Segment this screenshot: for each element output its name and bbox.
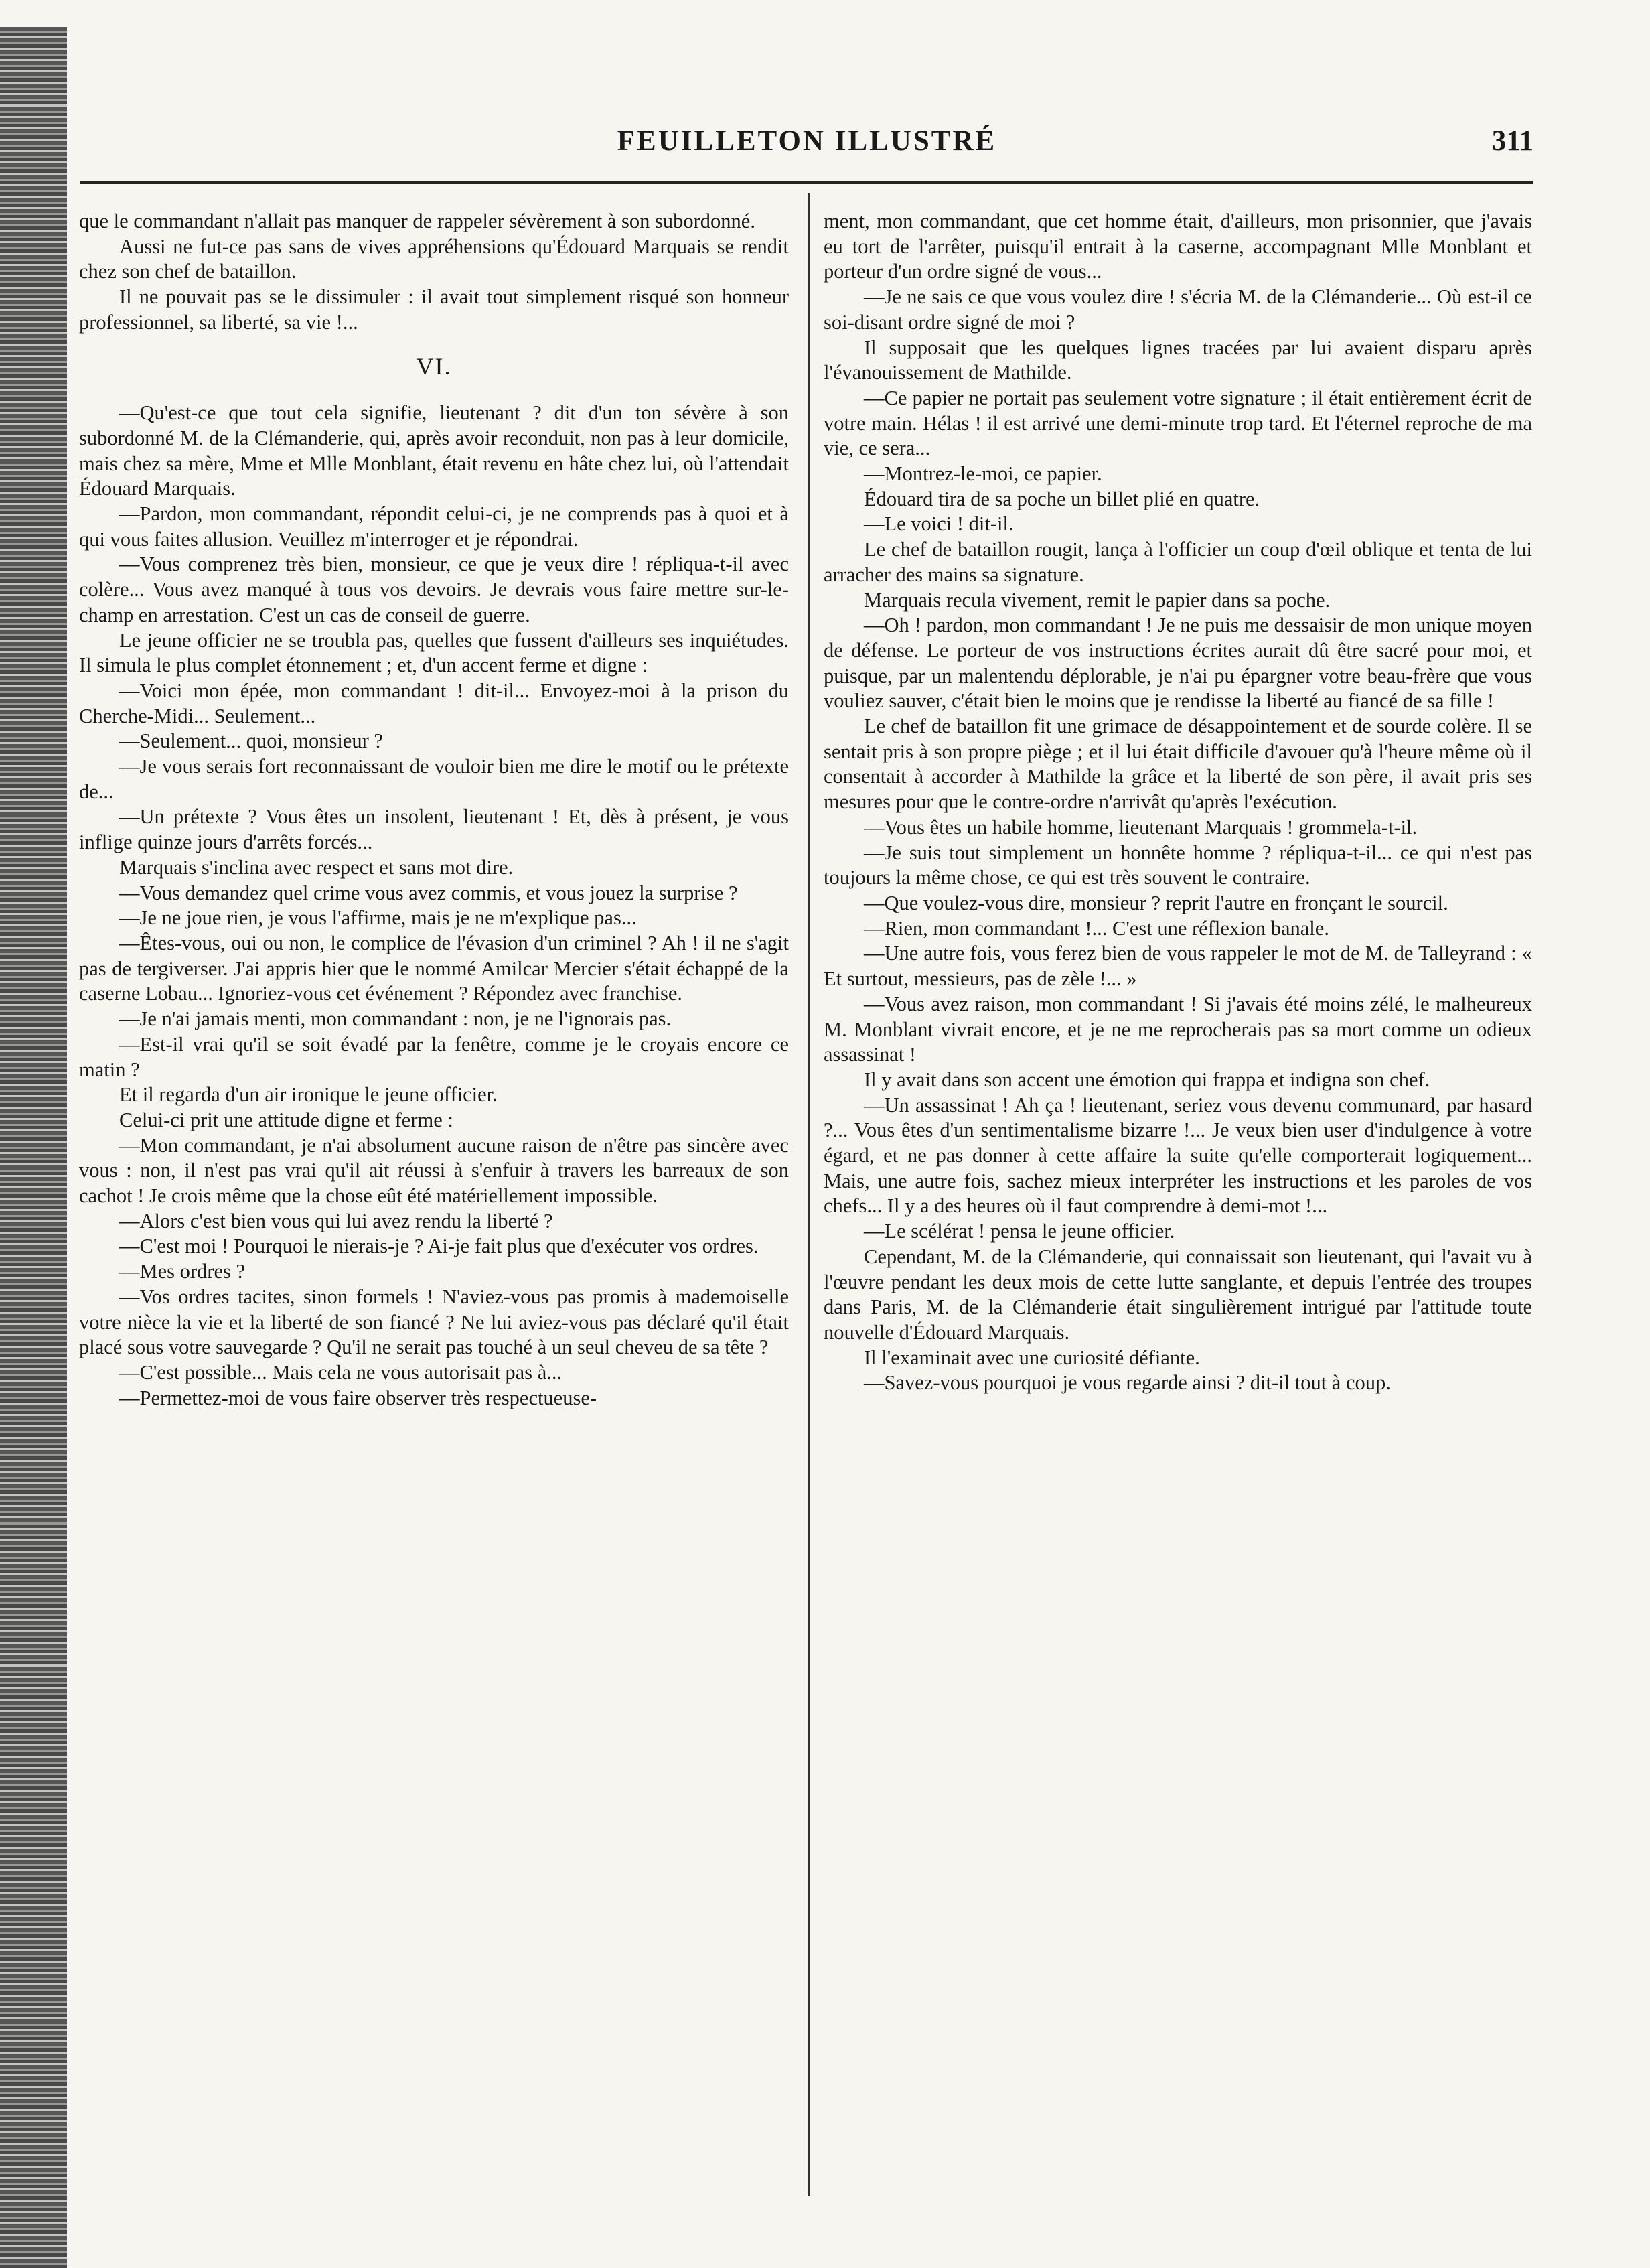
left-paragraphs-after-heading: [79, 401, 789, 1411]
paragraph: —Vous comprenez très bien, monsieur, ce que je veux dire ! répliqua-t-il avec colère... Vous avez manqué à tous vos devoirs. Je devrais vous faire mettre sur-le-champ en arrestation. C'est un cas de conseil de guerre.: [79, 553, 789, 626]
paragraph: Cependant, M. de la Clémanderie, qui connaissait son lieutenant, qui l'avait vu à l'œuvre pendant les deux mois de cette lutte sanglante, et depuis l'entrée des troupes dans Paris, M. de la Clémanderie était singulièrement intrigué par l'attitude toute nouvelle d'Édouard Marquais.: [824, 1245, 1532, 1344]
column-divider: [808, 193, 810, 2196]
paragraph: —Montrez-le-moi, ce papier.: [864, 462, 1102, 486]
paragraph: —Une autre fois, vous ferez bien de vous rappeler le mot de M. de Talleyrand : « Et surtout, messieurs, pas de zèle !... »: [824, 942, 1532, 991]
paragraph: Marquais s'inclina avec respect et sans mot dire.: [119, 855, 514, 879]
paragraph: —Que voulez-vous dire, monsieur ? reprit l'autre en fronçant le sourcil.: [864, 891, 1448, 914]
section-heading: VI.: [416, 352, 452, 380]
paragraph: Le jeune officier ne se troubla pas, quelles que fussent d'ailleurs ses inquiétudes. Il simula le plus complet étonnement ; et, d'un accent ferme et digne :: [79, 628, 789, 677]
paragraph: Il ne pouvait pas se le dissimuler : il avait tout simplement risqué son honneur professionnel, sa liberté, sa vie !...: [79, 285, 789, 334]
paragraph: —Le scélérat ! pensa le jeune officier.: [864, 1220, 1175, 1243]
paragraph: Il supposait que les quelques lignes tracées par lui avaient disparu après l'évanouissement de Mathilde.: [824, 336, 1532, 384]
paragraph: Et il regarda d'un air ironique le jeune officier.: [119, 1083, 498, 1107]
right-paragraphs: [824, 285, 1532, 1396]
paragraph: —Vous demandez quel crime vous avez commis, et vous jouez la surprise ?: [119, 881, 738, 904]
paragraph: —Le voici ! dit-il.: [864, 512, 1014, 536]
paragraph: Le chef de bataillon fit une grimace de désappointement et de sourde colère. Il se sentait pris à son propre piège ; et il lui était difficile d'avouer qu'à l'heure même où il consentait à accorder à Mathilde la grâce et la liberté de son père, il avait pris ses mesures pour que le contre-ordre n'arrivât qu'après l'exécution.: [824, 715, 1532, 814]
paragraph: Aussi ne fut-ce pas sans de vives appréhensions qu'Édouard Marquais se rendit chez son chef de bataillon.: [79, 234, 789, 283]
left-paragraphs-before-heading: [79, 209, 789, 336]
paragraph: —Vous êtes un habile homme, lieutenant Marquais ! grommela-t-il.: [864, 815, 1418, 839]
paragraph: —Permettez-moi de vous faire observer très respectueuse-: [119, 1386, 597, 1409]
paragraph: —Rien, mon commandant !... C'est une réflexion banale.: [864, 916, 1329, 940]
paragraph: Édouard tira de sa poche un billet plié en quatre.: [864, 487, 1260, 510]
paragraph: Celui-ci prit une attitude digne et ferme :: [119, 1108, 453, 1131]
scanned-binding-edge: [0, 27, 67, 2268]
paragraph: —C'est moi ! Pourquoi le nierais-je ? Ai-je fait plus que d'exécuter vos ordres.: [119, 1234, 759, 1258]
paragraph: —Savez-vous pourquoi je vous regarde ainsi ? dit-il tout à coup.: [864, 1371, 1391, 1395]
paragraph: —Je ne sais ce que vous voulez dire ! s'écria M. de la Clémanderie... Où est-il ce soi-disant ordre signé de moi ?: [824, 285, 1532, 334]
paragraph: —Vos ordres tacites, sinon formels ! N'aviez-vous pas promis à mademoiselle votre nièce la vie et la liberté de son fiancé ? Ne lui aviez-vous pas déclaré qu'il était placé sous votre sauvegarde ? Qu'il ne serait pas touché à un seul cheveu de sa tête ?: [79, 1285, 789, 1359]
paragraph: —Mes ordres ?: [119, 1260, 246, 1283]
paragraph: —Je ne joue rien, je vous l'affirme, mais je ne m'explique pas...: [119, 906, 637, 930]
paragraph: —Ce papier ne portait pas seulement votre signature ; il était entièrement écrit de votre main. Hélas ! il est arrivé une demi-minute trop tard. Et l'éternel reproche de ma vie, ce sera...: [824, 386, 1532, 460]
paragraph: Il l'examinait avec une curiosité défiante.: [864, 1346, 1200, 1369]
paragraph: —Seulement... quoi, monsieur ?: [119, 729, 383, 753]
paragraph: —Voici mon épée, mon commandant ! dit-il... Envoyez-moi à la prison du Cherche-Midi... Seulement...: [79, 679, 789, 727]
paragraph: Il y avait dans son accent une émotion qui frappa et indigna son chef.: [864, 1068, 1430, 1091]
right-column: [824, 209, 1532, 1396]
paragraph: —Mon commandant, je n'ai absolument aucune raison de n'être pas sincère avec vous : non, il n'est pas vrai qu'il ait réussi à s'enfuir à travers les barreaux de son cachot ! Je crois même que la chose eût été matériellement impossible.: [79, 1133, 789, 1208]
paragraph: —Est-il vrai qu'il se soit évadé par la fenêtre, comme je le croyais encore ce matin ?: [79, 1032, 789, 1081]
paragraph: —Pardon, mon commandant, répondit celui-ci, je ne comprends pas à quoi et à qui vous faites allusion. Veuillez m'interroger et je répondrai.: [79, 502, 789, 551]
paragraph: que le commandant n'allait pas manquer de rappeler sévèrement à son subordonné.: [79, 210, 755, 232]
paragraph: —Êtes-vous, oui ou non, le complice de l'évasion d'un criminel ? Ah ! il ne s'agit pas de tergiverser. J'ai appris hier que le nommé Amilcar Mercier s'était échappé de la caserne Lobau... Ignoriez-vous cet événement ? Répondez avec franchise.: [79, 931, 789, 1005]
paragraph: Le chef de bataillon rougit, lança à l'officier un coup d'œil oblique et tenta de lui arracher des mains sa signature.: [824, 538, 1532, 586]
paragraph: —Je n'ai jamais menti, mon commandant : non, je ne l'ignorais pas.: [119, 1007, 672, 1031]
left-column: [79, 209, 789, 1411]
paragraph: —Qu'est-ce que tout cela signifie, lieutenant ? dit d'un ton sévère à son subordonné M. de la Clémanderie, qui, après avoir reconduit, non pas à leur domicile, mais chez sa mère, Mme et Mlle Monblant, était revenu en hâte chez lui, où l'attendait Édouard Marquais.: [79, 401, 789, 500]
paragraph: —Un assassinat ! Ah ça ! lieutenant, seriez vous devenu communard, par hasard ?... Vous êtes d'un sentimentalisme bizarre !... Je veux bien user d'indulgence à votre égard, et ne pas donner à cette affaire la suite qu'elle comporterait logiquement... Mais, une autre fois, sachez mieux interpréter les instructions et les paroles de vos chefs... Il y a des heures où il faut comprendre à demi-mot !...: [824, 1093, 1532, 1218]
paragraph: Marquais recula vivement, remit le papier dans sa poche.: [864, 588, 1331, 612]
continued-paragraph: ment, mon commandant, que cet homme était, d'ailleurs, mon prisonnier, que j'avais eu tort de l'arrêter, puisqu'il entrait à la caserne, accompagnant Mlle Monblant et porteur d'un ordre signé de vous...: [824, 210, 1532, 283]
paragraph: —Je vous serais fort reconnaissant de vouloir bien me dire le motif ou le prétexte de...: [79, 755, 789, 803]
paragraph: —Oh ! pardon, mon commandant ! Je ne puis me dessaisir de mon unique moyen de défense. Le porteur de vos instructions écrites aurait dû être sacré pour moi, et puisque, par un malentendu déplorable, je n'ai pu épargner votre beau-frère que vous vouliez sauver, c'était bien le moins que je rendisse la liberté au fiancé de sa fille !: [824, 614, 1532, 713]
page-header: [80, 125, 1533, 171]
page-number: 311: [1491, 125, 1533, 157]
paragraph: —C'est possible... Mais cela ne vous autorisait pas à...: [119, 1360, 562, 1384]
paragraph: —Un prétexte ? Vous êtes un insolent, lieutenant ! Et, dès à présent, je vous inflige quinze jours d'arrêts forcés...: [79, 805, 789, 854]
paragraph: —Alors c'est bien vous qui lui avez rendu la liberté ?: [119, 1209, 553, 1232]
paragraph: —Je suis tout simplement un honnête homme ? répliqua-t-il... ce qui n'est pas toujours la même chose, ce qui est très souvent le contraire.: [824, 841, 1532, 890]
header-rule: [80, 181, 1533, 184]
running-title: FEUILLETON ILLUSTRÉ: [617, 125, 997, 157]
paragraph: —Vous avez raison, mon commandant ! Si j'avais été moins zélé, le malheureux M. Monblant vivrait encore, et je ne me reprocherais pas sa mort comme un odieux assassinat !: [824, 992, 1532, 1066]
